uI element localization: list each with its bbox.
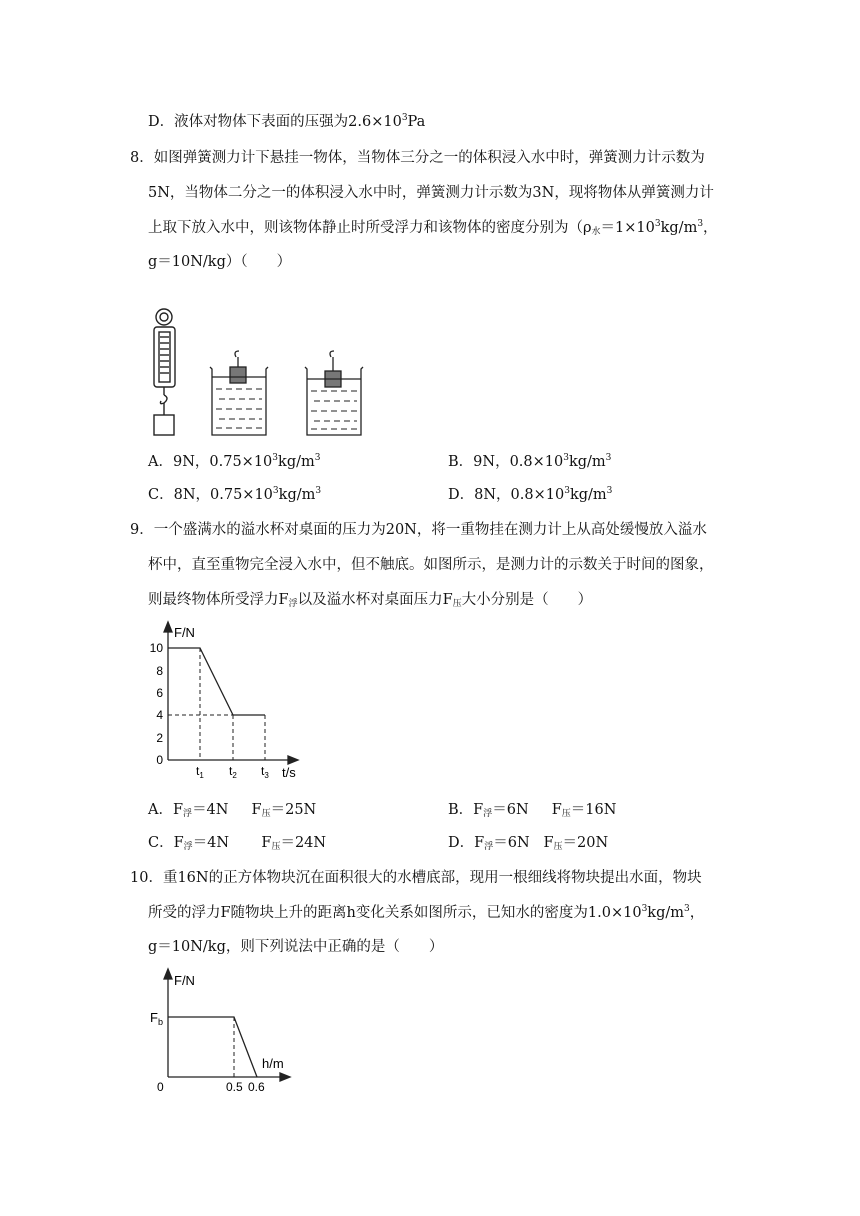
- y-axis-label: F/N: [174, 973, 195, 988]
- q9-option-c[interactable]: [148, 833, 326, 853]
- beaker-icon: [305, 351, 363, 435]
- y-tick-label: 4: [156, 708, 163, 722]
- x-tick-label: 0.5: [226, 1080, 243, 1094]
- value: ＝20N: [562, 835, 609, 851]
- q9-line-1: 9．一个盛满水的溢水杯对桌面的压力为20N，将一重物挂在测力计上从高处缓慢放入溢水: [130, 522, 707, 538]
- x-tick-label: $t_1$: [196, 764, 204, 780]
- superscript: 3: [272, 486, 279, 496]
- superscript: 3: [314, 453, 321, 463]
- option-label: A．: [148, 802, 173, 818]
- superscript: 3: [641, 904, 648, 914]
- buoyancy-curve: [168, 1017, 257, 1077]
- option-label: C．: [148, 835, 174, 851]
- option-label: D．: [448, 835, 475, 851]
- subscript: 浮: [288, 599, 298, 609]
- option-value: 8N，0.75×10: [173, 487, 273, 503]
- text: kg/m: [647, 905, 684, 921]
- superscript: 3: [564, 486, 570, 496]
- superscript: 3: [605, 453, 612, 463]
- q8-line-4: g＝10N/kg）（ ）: [148, 254, 292, 270]
- symbol: F: [172, 802, 184, 818]
- text: 所受的浮力F随物块上升的距离h变化关系如图所示，已知水的密度为1.0×10: [148, 905, 642, 921]
- subscript: 压: [452, 599, 462, 609]
- q8-line-3: [148, 218, 718, 238]
- subscript: 浮: [183, 842, 193, 852]
- subscript: 压: [553, 842, 563, 852]
- symbol: F: [173, 835, 184, 851]
- q9-option-d[interactable]: [448, 833, 608, 853]
- x-axis-arrow: [280, 1073, 290, 1081]
- origin-label: 0: [157, 1080, 164, 1094]
- symbol: F: [543, 835, 554, 851]
- subscript: 压: [561, 809, 571, 819]
- q8-line-2: 5N，当物体二分之一的体积浸入水中时，弹簧测力计示数为3N，现将物体从弹簧测力计: [148, 185, 714, 201]
- unit: kg/m: [278, 454, 315, 470]
- unit: Pa: [407, 114, 426, 130]
- y-axis-arrow: [164, 969, 172, 979]
- value: ＝6N: [492, 802, 529, 818]
- option-value: 9N，0.8×10: [473, 454, 564, 470]
- x-axis-label: t/s: [282, 765, 296, 780]
- value: ＝16N: [570, 802, 617, 818]
- y-axis-label: F/N: [174, 625, 195, 640]
- option-value: 8N，0.8×10: [474, 487, 565, 503]
- x-tick-label: 0.6: [248, 1080, 265, 1094]
- value: ＝6N: [493, 835, 530, 851]
- subscript: 压: [271, 842, 281, 852]
- superscript: 3: [401, 113, 408, 123]
- y-tick-label: 2: [156, 731, 163, 745]
- q8-line-1: 8．如图弹簧测力计下悬挂一物体，当物体三分之一的体积浸入水中时，弹簧测力计示数为: [130, 150, 705, 166]
- x-axis-label: h/m: [262, 1056, 284, 1071]
- subscript: 浮: [183, 809, 193, 819]
- subscript: 压: [261, 809, 271, 819]
- option-label: C．: [148, 487, 174, 503]
- option-label: D．: [148, 114, 175, 130]
- q10-buoyancy-height-chart: [0, 965, 860, 1095]
- unit: kg/m: [568, 454, 606, 470]
- unit: kg/m: [278, 487, 316, 503]
- subscript: 浮: [484, 842, 494, 852]
- text: ＝1×10: [600, 220, 655, 236]
- q9-line-3: [148, 590, 592, 610]
- symbol: F: [473, 802, 484, 818]
- q7-option-d: [148, 112, 425, 132]
- force-curve: [168, 648, 265, 715]
- q10-line-2: [148, 903, 704, 923]
- value: ＝24N: [280, 835, 327, 851]
- q8-option-d[interactable]: [448, 485, 612, 505]
- q9-option-a[interactable]: [148, 800, 316, 820]
- y-value-label: $F_b$: [150, 1010, 163, 1027]
- q10-line-1: 10．重16N的正方体物块沉在面积很大的水槽底部，现用一根细线将物块提出水面，物块: [130, 870, 702, 886]
- beaker-icon: [210, 351, 268, 435]
- option-label: D．: [448, 487, 475, 503]
- text: kg/m: [660, 220, 698, 236]
- subscript: 浮: [483, 809, 493, 819]
- symbol: F: [474, 835, 485, 851]
- symbol: F: [251, 802, 262, 818]
- x-axis-arrow: [288, 756, 298, 764]
- superscript: 3: [315, 486, 322, 496]
- option-label: A．: [148, 454, 173, 470]
- q9-force-time-chart: [0, 620, 860, 780]
- text: 大小分别是（ ）: [461, 592, 593, 608]
- text: 以及溢水杯对桌面压力F: [297, 592, 453, 608]
- q8-option-c[interactable]: [148, 485, 321, 505]
- q8-option-a[interactable]: [148, 452, 320, 472]
- unit: kg/m: [569, 487, 607, 503]
- value: ＝25N: [270, 802, 317, 818]
- option-label: B．: [448, 802, 474, 818]
- text: ，: [703, 220, 718, 236]
- value: ＝4N: [192, 802, 229, 818]
- q8-spring-scale-figure: [0, 305, 860, 445]
- option-text: 液体对物体下表面的压强为2.6×10: [174, 114, 402, 130]
- text: 则最终物体所受浮力F: [148, 592, 289, 608]
- text: 上取下放入水中，则该物体静止时所受浮力和该物体的密度分别为（ρ: [148, 220, 592, 236]
- symbol: F: [551, 802, 562, 818]
- superscript: 3: [606, 486, 613, 496]
- superscript: 3: [272, 453, 279, 463]
- superscript: 3: [684, 904, 690, 914]
- q9-line-2: 杯中，直至重物完全浸入水中，但不触底。如图所示，是测力计的示数关于时间的图象，: [148, 557, 714, 573]
- q8-option-b[interactable]: [448, 452, 611, 472]
- y-tick-label: 8: [156, 664, 163, 678]
- symbol: F: [261, 835, 272, 851]
- value: ＝4N: [192, 835, 230, 851]
- y-axis-arrow: [164, 622, 172, 632]
- subscript: 水: [591, 227, 601, 237]
- option-value: 9N，0.75×10: [172, 454, 273, 470]
- superscript: 3: [654, 219, 661, 229]
- y-tick-label: 6: [156, 686, 163, 700]
- x-tick-label: $t_3$: [261, 764, 269, 780]
- superscript: 3: [697, 219, 704, 229]
- y-tick-label: 0: [156, 753, 163, 767]
- q10-line-3: g＝10N/kg，则下列说法中正确的是（ ）: [148, 939, 444, 955]
- superscript: 3: [563, 453, 569, 463]
- y-tick-label: 10: [149, 641, 163, 655]
- spring-scale-icon: [154, 309, 175, 435]
- q9-option-b[interactable]: [448, 800, 616, 820]
- option-label: B．: [448, 454, 474, 470]
- x-tick-label: $t_2$: [229, 764, 237, 780]
- text: ，: [689, 905, 705, 921]
